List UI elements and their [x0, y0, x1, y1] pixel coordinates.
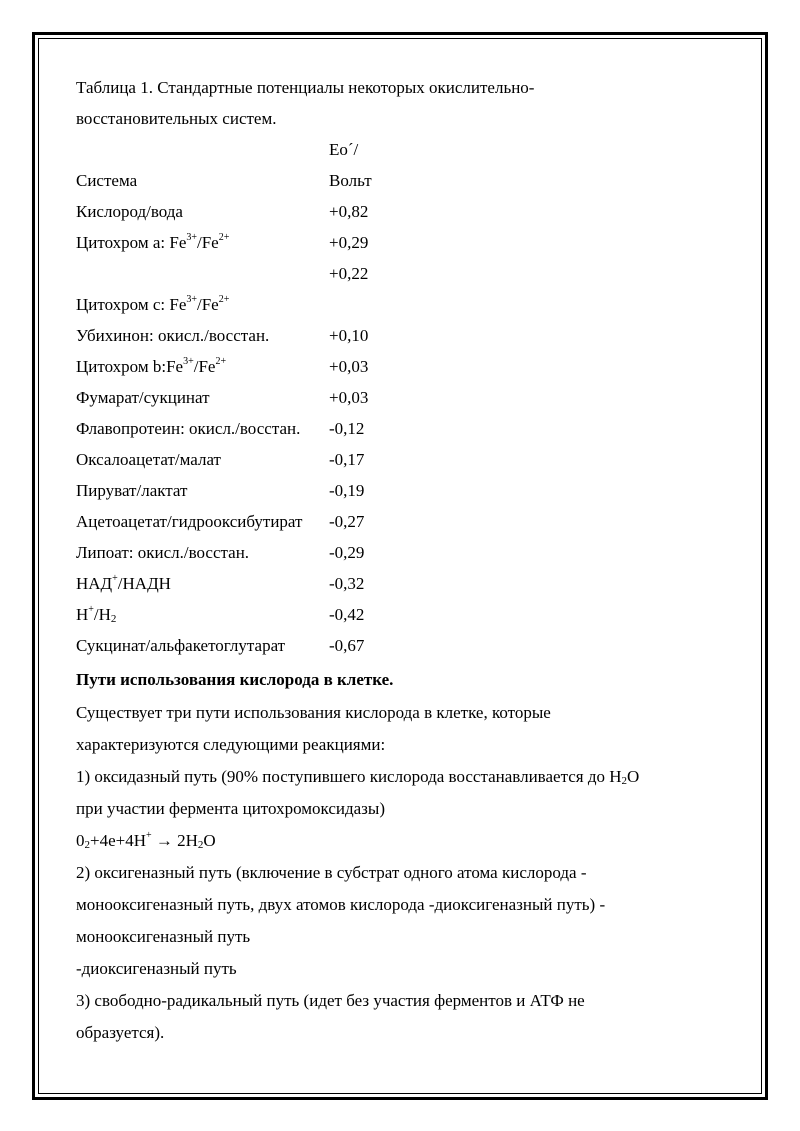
table-row	[76, 444, 696, 475]
paragraph-line: -диоксигеназный путь	[76, 959, 237, 978]
table-cell-value: +0,82	[329, 202, 369, 221]
paragraph-line: образуется).	[76, 1023, 165, 1042]
paragraph-line: 1) оксидазный путь (90% поступившего кислорода восстанавливается до $H_2O$	[76, 767, 640, 787]
equation: $0_2+4e+4H^+ \to 2H_2O$	[76, 830, 216, 851]
table-row	[76, 568, 696, 599]
table-row	[76, 413, 696, 444]
table-cell-value: -0,19	[329, 481, 365, 500]
table-row	[76, 351, 696, 382]
document-body	[76, 72, 696, 1049]
table-cell-value: +0,10	[329, 326, 369, 345]
table-row	[76, 537, 696, 568]
table-cell-value: -0,32	[329, 574, 365, 593]
header-unit-bottom: Вольт	[329, 171, 372, 190]
paragraph-line: монооксигеназный путь, двух атомов кислорода -диоксигеназный путь) -	[76, 895, 606, 914]
header-unit-top: Eo´/	[329, 140, 359, 159]
table-caption-line-2: восстановительных систем.	[76, 109, 277, 128]
paragraph-line: характеризуются следующими реакциями:	[76, 735, 386, 754]
table-row	[76, 382, 696, 413]
table-cell-system: Цитохром a: $Fe^{3+}/Fe^{2+}$	[76, 232, 230, 252]
table-row	[76, 630, 696, 661]
table-row	[76, 258, 696, 289]
table-cell-value: -0,67	[329, 636, 365, 655]
table-row	[76, 196, 696, 227]
table-cell-value: +0,03	[329, 388, 369, 407]
table-cell-system: Сукцинат/альфакетоглутарат	[76, 636, 286, 655]
table-row	[76, 227, 696, 258]
table-cell-value: -0,12	[329, 419, 365, 438]
section-heading: Пути использования кислорода в клетке.	[76, 670, 394, 689]
table-row	[76, 289, 696, 320]
table-row	[76, 320, 696, 351]
table-cell-system: $H^+/H_2$	[76, 604, 117, 625]
table-row	[76, 475, 696, 506]
table-cell-value: -0,29	[329, 543, 365, 562]
paragraph-line: Существует три пути использования кислорода в клетке, которые	[76, 703, 551, 722]
table-caption-line-1: Таблица 1. Стандартные потенциалы некоторых окислительно-	[76, 78, 535, 97]
table-cell-value: -0,17	[329, 450, 365, 469]
table-cell-system: Липоат: окисл./восстан.	[76, 543, 250, 562]
table-row	[76, 506, 696, 537]
table-cell-system: Ацетоацетат/гидрооксибутират	[76, 512, 303, 531]
paragraph-line: 3) свободно-радикальный путь (идет без участия ферментов и АТФ не	[76, 991, 585, 1010]
table-cell-system: Флавопротеин: окисл./восстан.	[76, 419, 301, 438]
table-cell-value: +0,03	[329, 357, 369, 376]
table-cell-system: Оксалоацетат/малат	[76, 450, 221, 469]
table-cell-system: Цитохром $b:Fe^{3+}/Fe^{2+}$	[76, 356, 227, 376]
table-cell-system: Пируват/лактат	[76, 481, 188, 500]
table-cell-value: -0,27	[329, 512, 365, 531]
table-cell-value: +0,22	[329, 264, 369, 283]
table-cell-value: +0,29	[329, 233, 369, 252]
table-header-bottom	[76, 165, 696, 196]
table-cell-system: Фумарат/сукцинат	[76, 388, 210, 407]
header-system: Система	[76, 171, 138, 190]
paragraph-line: 2) оксигеназный путь (включение в субстрат одного атома кислорода -	[76, 863, 587, 882]
paragraph-line: при участии фермента цитохромоксидазы)	[76, 799, 385, 818]
table-row	[76, 599, 696, 630]
table-cell-system: Убихинон: окисл./восстан.	[76, 326, 270, 345]
table-cell-system: Цитохром c: $Fe^{3+}/Fe^{2+}$	[76, 294, 230, 314]
table-cell-value: -0,42	[329, 605, 365, 624]
table-cell-system: Кислород/вода	[76, 202, 183, 221]
table-cell-system: НАД+/НАДН	[76, 573, 171, 593]
table-header-top	[76, 134, 696, 165]
paragraph-line: монооксигеназный путь	[76, 927, 251, 946]
